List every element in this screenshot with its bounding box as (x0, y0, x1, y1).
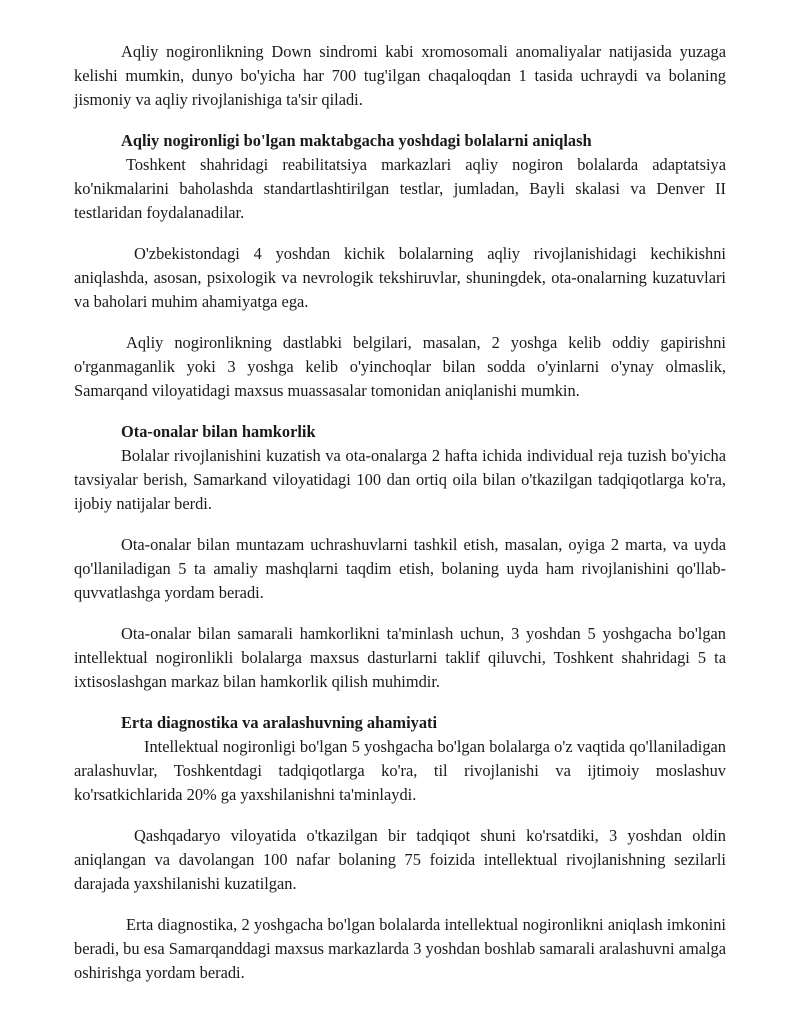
paragraph-down-syndrome: Aqliy nogironlikning Down sindromi kabi xromosomali anomaliyalar natijasida yuzaga kelishi mumkin, dunyo bo'yicha har 700 tug'ilgan chaqaloqdan 1 tasida uchraydi va bolaning jismoniy va aqliy rivojlanishiga ta'sir qiladi. (74, 42, 726, 109)
document-page (74, 40, 726, 985)
heading-early-diagnostics: Erta diagnostika va aralashuvning ahamiyati (121, 713, 438, 732)
paragraph-tashkent-rehab: Toshkent shahridagi reabilitatsiya markazlari aqliy nogiron bolalarda adaptatsiya ko'nikmalarini baholashda standartlashtirilgan testlar, jumladan, Bayli skalasi va Denver II testlaridan foydalanadilar. (74, 155, 726, 222)
heading-parent-cooperation: Ota-onalar bilan hamkorlik (121, 422, 316, 441)
paragraph-early-diagnostics: Erta diagnostika, 2 yoshgacha bo'lgan bolalarda intellektual nogironlikni aniqlash imkonini beradi, bu esa Samarqanddagi maxsus markazlarda 3 yoshdan boshlab samarali aralashuvni amalga oshirishga yordam beradi. (74, 915, 726, 982)
paragraph-kashkadarya-study: Qashqadaryo viloyatida o'tkazilgan bir tadqiqot shuni ko'rsatdiki, 3 yoshdan oldin aniqlangan va davolangan 100 nafar bolaning 75 foizida intellektual rivojlanishning sezilarli darajada yaxshilanishi kuzatilgan. (74, 826, 726, 893)
heading-preschool-identification: Aqliy nogironligi bo'lgan maktabgacha yoshdagi bolalarni aniqlash (121, 131, 592, 150)
paragraph-early-signs: Aqliy nogironlikning dastlabki belgilari, masalan, 2 yoshga kelib oddiy gapirishni o'rganmaganlik yoki 3 yoshga kelib o'yinchoqlar bilan sodda o'yinlarni o'ynay olmaslik, Samarqand viloyatidagi maxsus muassasalar tomonidan aniqlanishi mumkin. (74, 333, 726, 400)
paragraph-timely-interventions: Intellektual nogironligi bo'lgan 5 yoshgacha bo'lgan bolalarga o'z vaqtida qo'llaniladigan aralashuvlar, Toshkentdagi tadqiqotlarga ko'ra, til rivojlanishi va ijtimoiy moslashuv ko'rsatkichlarida 20% ga yaxshilanishni ta'minlaydi. (74, 737, 726, 804)
paragraph-regular-meetings: Ota-onalar bilan muntazam uchrashuvlarni tashkil etish, masalan, oyiga 2 marta, va uyda qo'llaniladigan 5 ta amaliy mashqlarni taqdim etish, bolaning uyda ham rivojlanishini qo'llab-quvvatlashga yordam beradi. (74, 535, 726, 602)
paragraph-effective-cooperation: Ota-onalar bilan samarali hamkorlikni ta'minlash uchun, 3 yoshdan 5 yoshgacha bo'lgan intellektual nogironlikli bolalarga maxsus dasturlarni taklif qiluvchi, Toshkent shahridagi 5 ta ixtisoslashgan markaz bilan hamkorlik qilish muhimdir. (74, 624, 726, 691)
paragraph-monitoring: Bolalar rivojlanishini kuzatish va ota-onalarga 2 hafta ichida individual reja tuzish bo'yicha tavsiyalar berish, Samarkand viloyatidagi 100 dan ortiq oila bilan o'tkazilgan tadqiqotlarga ko'ra, ijobiy natijalar berdi. (74, 446, 726, 513)
paragraph-uzbekistan-delay: O'zbekistondagi 4 yoshdan kichik bolalarning aqliy rivojlanishidagi kechikishni aniqlashda, asosan, psixologik va nevrologik tekshiruvlar, shuningdek, ota-onalarning kuzatuvlari va baholari muhim ahamiyatga ega. (74, 244, 726, 311)
